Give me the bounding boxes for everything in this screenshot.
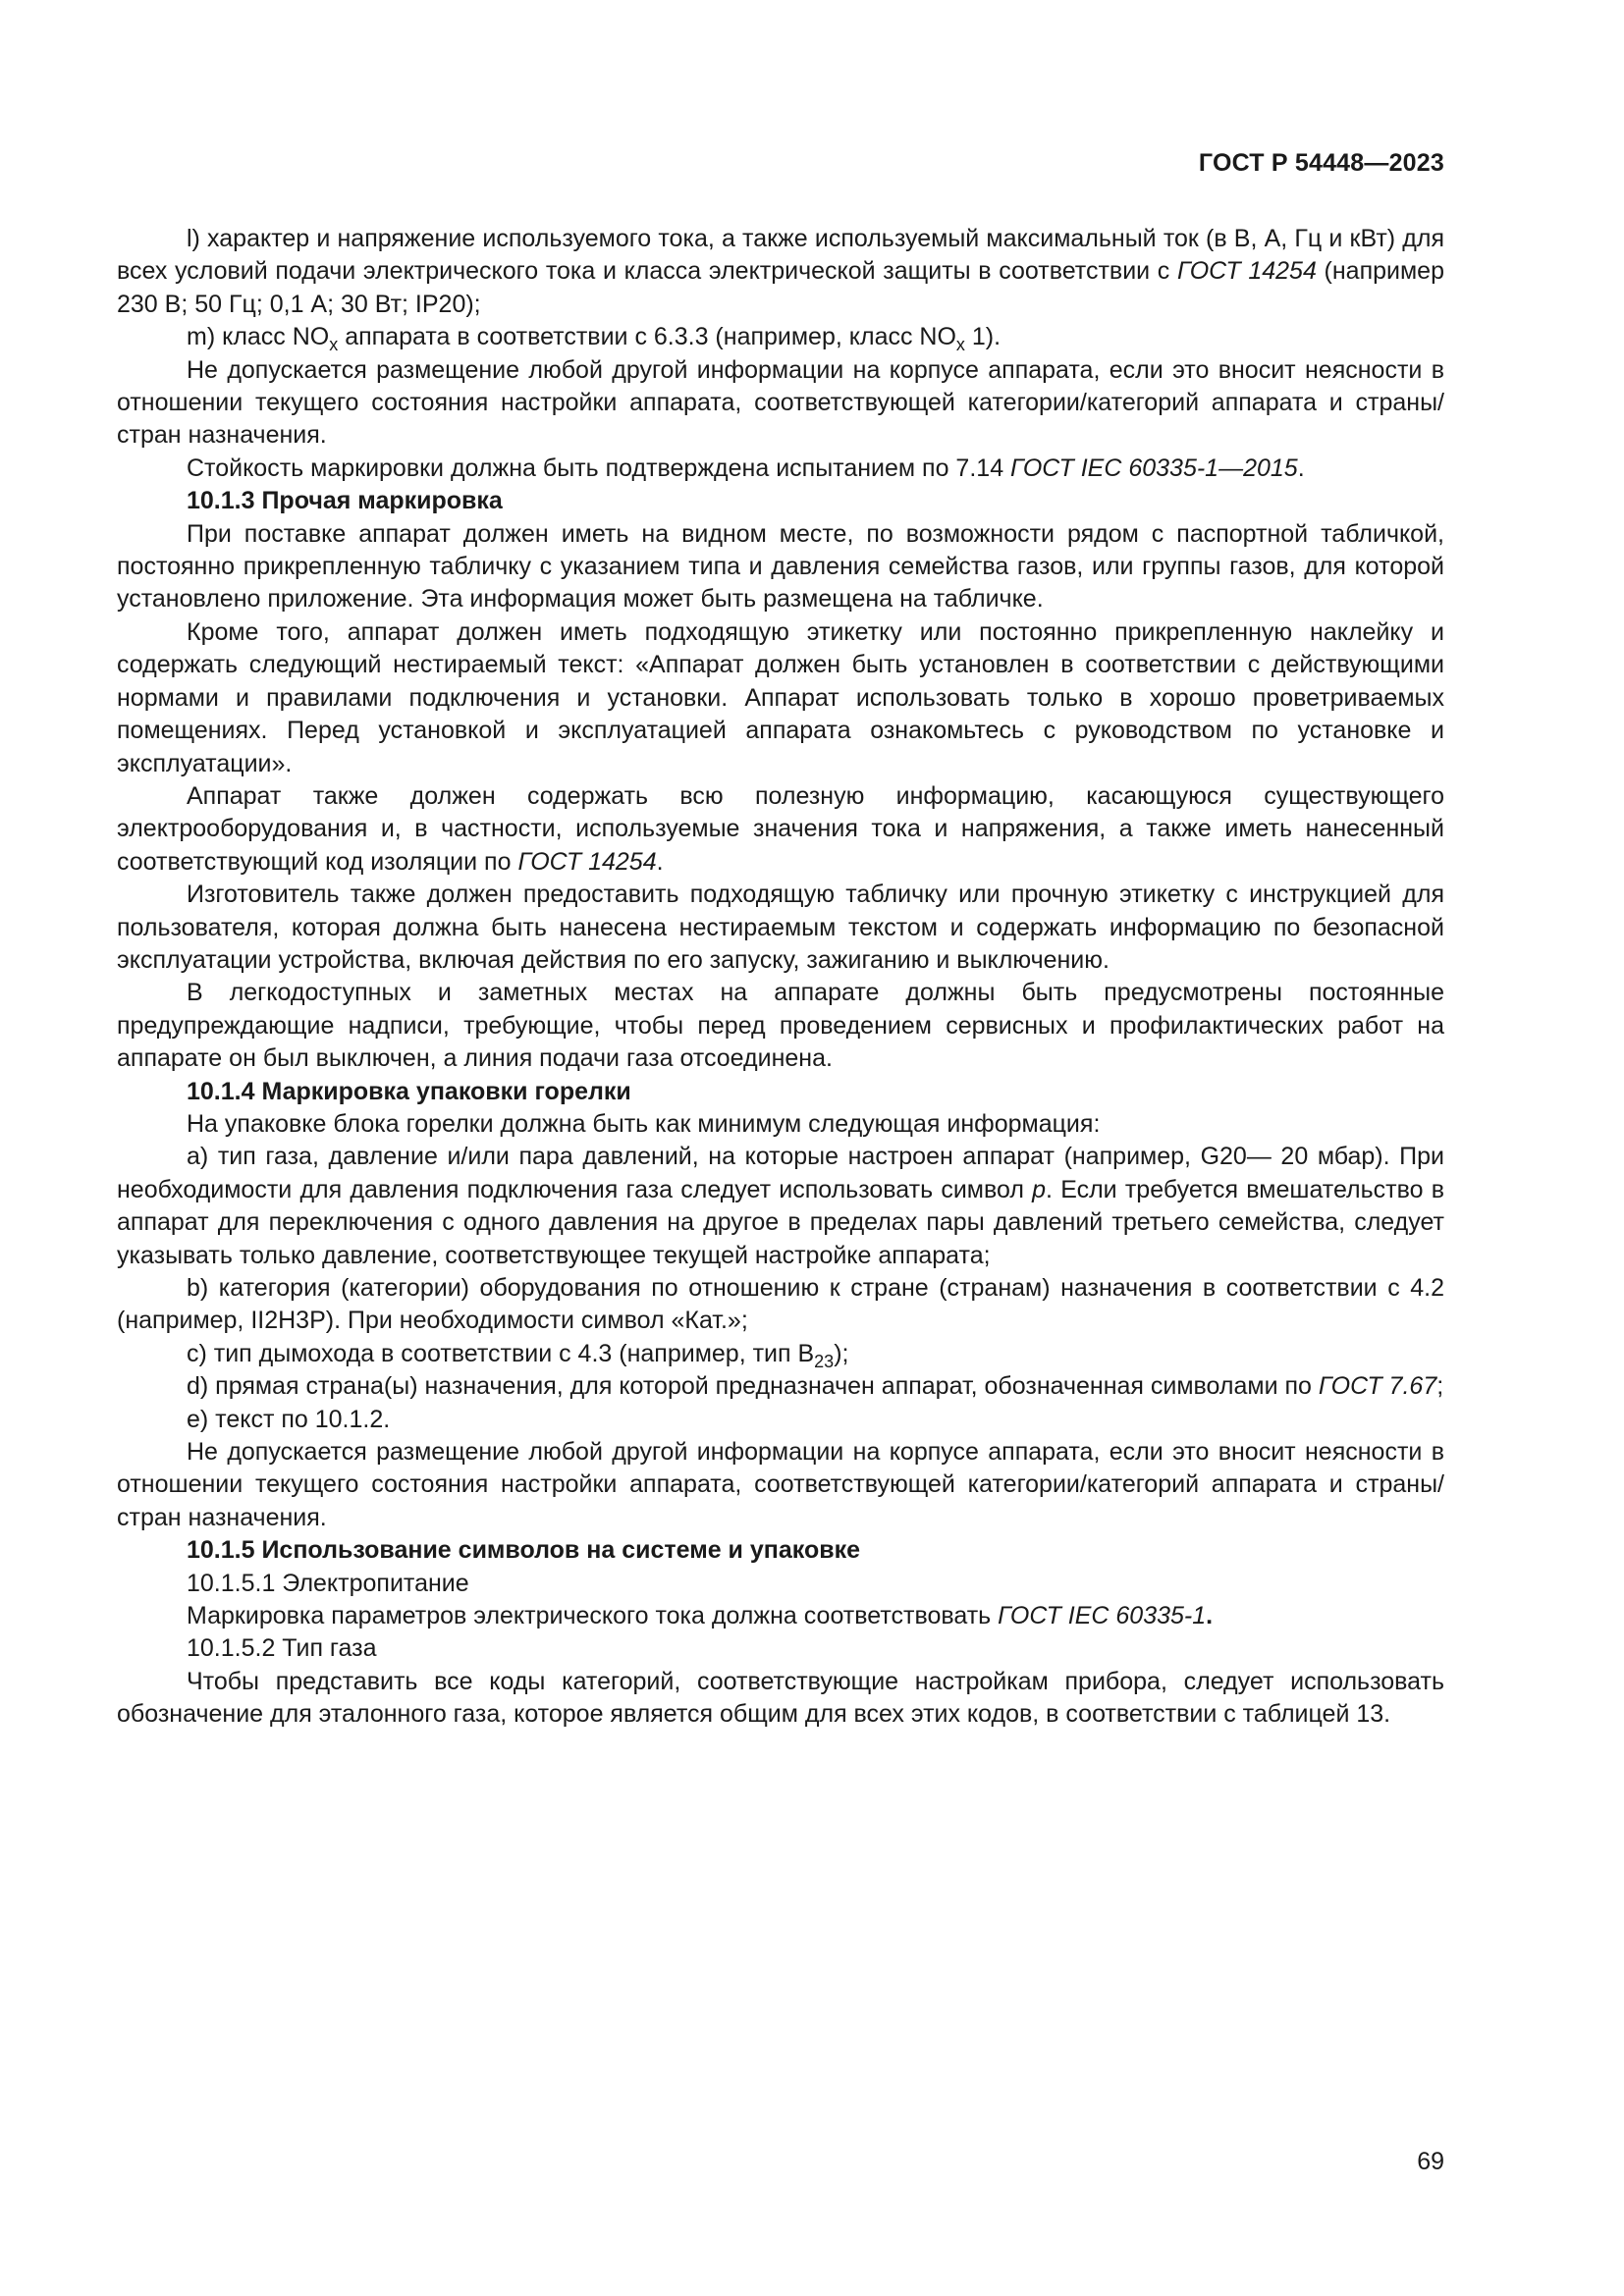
section-heading-10-1-3: 10.1.3 Прочая маркировка [187,487,503,515]
subsection-heading-10-1-5-2: 10.1.5.2 Тип газа [187,1634,377,1663]
standard-ref: ГОСТ 14254 [1176,257,1317,286]
item-b: b) категория (категории) оборудования по отношению к стране (странам) назначения в соответствии с 4.2 (например, II2H3P). При необходимости символ «Кат.»; [117,1274,1444,1335]
item-m: m) класс $NO_x$ аппарата в соответствии с 6.3.3 (например, класс $NO_x$ 1). [187,323,1001,355]
subsection-heading-10-1-5-1: 10.1.5.1 Электропитание [187,1569,469,1597]
pressure-symbol: p [1032,1175,1047,1203]
paragraph: В легкодоступных и заметных местах на аппарате должны быть предусмотрены постоянные предупреждающие надписи, требующие, чтобы перед проведением сервисных и профилактических работ на аппарате он был выключен, а линия подачи газа отсоединена. [117,979,1444,1073]
paragraph: Аппарат также должен содержать всю полезную информацию, касающуюся существующего электрооборудования и, в частности, используемые значения тока и напряжения, а также иметь нанесенный соответствующий код изоляции по ГОСТ 14254. [117,781,1444,876]
paragraph: Стойкость маркировки должна быть подтверждена испытанием по 7.14 ГОСТ IEC 60335-1—2015. [187,454,1305,482]
section-heading-10-1-4: 10.1.4 Маркировка упаковки горелки [187,1077,631,1105]
paragraph: Маркировка параметров электрического тока должна соответствовать ГОСТ IEC 60335-1. [187,1602,1214,1630]
paragraph: Изготовитель также должен предоставить подходящую табличку или прочную этикетку с инструкцией для пользователя, которая должна быть нанесена нестираемым текстом и содержать информацию по безопасной эксплуатации устройства, включая действия по его запуску, зажиганию и выключению. [117,881,1444,974]
section-heading-10-1-5: 10.1.5 Использование символов на системе и упаковке [187,1536,860,1565]
item-c: c) тип дымохода в соответствии с 4.3 (например, тип $B_{23}$); [187,1339,849,1371]
standard-ref: ГОСТ IEC 60335-1—2015 [1010,454,1298,482]
document-body [117,223,1444,1732]
paragraph: Кроме того, аппарат должен иметь подходящую этикетку или постоянно прикрепленную наклейку и содержать следующий нестираемый текст: «Аппарат должен быть установлен в соответствии с действующими нормами и правилами подключения и установки. Аппарат использовать только в хорошо проветриваемых помещениях. Перед установкой и эксплуатацией аппарата ознакомьтесь с руководством по установке и эксплуатации». [117,617,1444,777]
page-number: 69 [1417,2148,1444,2175]
item-l: l) характер и напряжение используемого тока, а также используемый максимальный ток (в В, А, Гц и кВт) для всех условий подачи электрического тока и класса электрической защиты в соответствии с ГОСТ 14254 (например 230 В; 50 Гц; 0,1 А; 30 Вт; IP20); [117,225,1444,318]
paragraph: Не допускается размещение любой другой информации на корпусе аппарата, если это вносит неясности в отношении текущего состояния настройки аппарата, соответствующей категории/категорий аппарата и страны/стран назначения. [117,355,1444,450]
standard-ref: ГОСТ IEC 60335-1 [998,1602,1207,1630]
item-e: e) текст по 10.1.2. [187,1405,391,1433]
paragraph: На упаковке блока горелки должна быть как минимум следующая информация: [187,1109,1101,1138]
standard-ref: ГОСТ 7.67 [1318,1372,1437,1401]
paragraph: Не допускается размещение любой другой информации на корпусе аппарата, если это вносит неясности в отношении текущего состояния настройки аппарата, соответствующей категории/категорий аппарата и страны/стран назначения. [117,1438,1444,1531]
paragraph: При поставке аппарат должен иметь на видном месте, по возможности рядом с паспортной табличкой, постоянно прикрепленную табличку с указанием типа и давления семейства газов, или группы газов, для которой установлено приложение. Эта информация может быть размещена на табличке. [117,519,1444,614]
item-d: d) прямая страна(ы) назначения, для которой предназначен аппарат, обозначенная символами по ГОСТ 7.67; [187,1372,1444,1401]
standard-ref: ГОСТ 14254 [517,847,657,876]
document-header: ГОСТ Р 54448—2023 [1198,149,1444,177]
item-a: a) тип газа, давление и/или пара давлений, на которые настроен аппарат (например, G20— 20 мбар). При необходимости для давления подключения газа следует использовать символ p. Если требуется вмешательство в аппарат для переключения с одного давления на другое в пределах пары давлений третьего семейства, следует указывать только давление, соответствующее текущей настройке аппарата; [117,1143,1445,1269]
paragraph: Чтобы представить все коды категорий, соответствующие настройкам прибора, следует использовать обозначение для эталонного газа, которое является общим для всех этих кодов, в соответствии с таблицей 13. [117,1667,1444,1729]
